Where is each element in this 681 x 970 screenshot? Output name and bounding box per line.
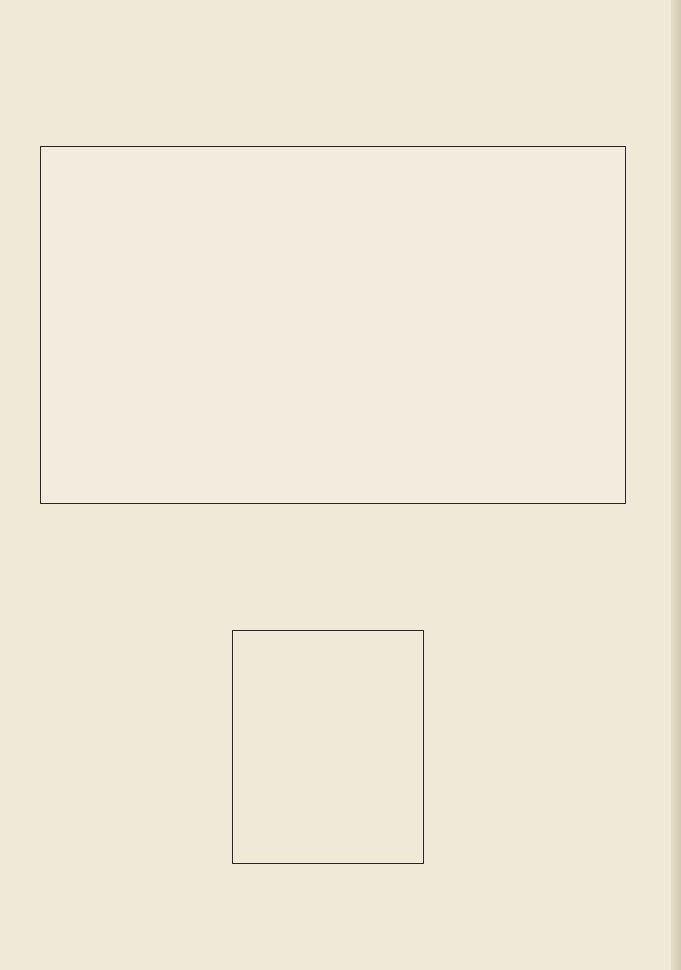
page-edge — [671, 0, 681, 970]
figure-2-stave — [232, 556, 432, 616]
section-masthead — [0, 18, 681, 36]
figure-1-note-table — [232, 630, 424, 864]
program-listing-box — [40, 146, 626, 504]
